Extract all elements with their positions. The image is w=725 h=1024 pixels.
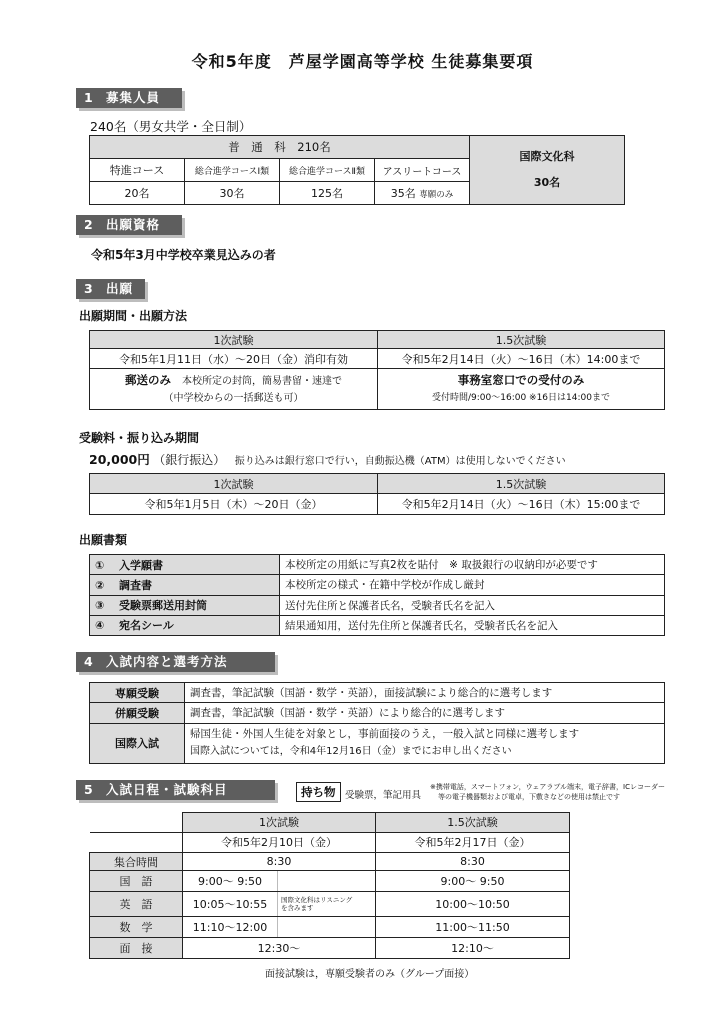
doc-desc: 送付先住所と保護者氏名，受験者氏名を記入 xyxy=(280,595,665,615)
section-title: 募集人員 xyxy=(106,90,161,105)
time-1: 8:30 xyxy=(183,852,376,871)
kokusai-header: 国際文化科 xyxy=(519,150,575,163)
selection-table xyxy=(89,682,665,764)
section-number: 5 xyxy=(84,782,94,797)
time-1: 9:00～ 9:50 xyxy=(183,871,278,892)
row-label: 集合時間 xyxy=(90,852,183,871)
time-2: 9:00～ 9:50 xyxy=(376,871,570,892)
bring-note-1: ※携帯電話，スマートフォン，ウェアラブル端末，電子辞書，ICレコーダー xyxy=(430,783,665,791)
col-header: 1次試験 xyxy=(90,474,378,494)
intl-desc-cell xyxy=(185,723,665,764)
futsu-header: 普 通 科 210名 xyxy=(90,136,470,159)
intl-desc-2: 国際入試については，令和4年12月16日（金）までにお申し出ください xyxy=(190,746,512,758)
col-header: 1次試験 xyxy=(90,331,378,349)
col-header: 1次試験 xyxy=(183,813,376,833)
method-2-main: 事務室窓口での受付のみ xyxy=(457,373,585,388)
doc-name: 調査書 xyxy=(119,578,152,592)
method-1-note2: （中学校からの一括郵送も可） xyxy=(163,392,304,404)
doc-name: 入学願書 xyxy=(119,558,163,572)
time-2: 11:00～11:50 xyxy=(376,917,570,938)
doc-name-cell xyxy=(90,595,280,615)
fee-period-2: 令和5年2月14日（火）～16日（木）15:00まで xyxy=(378,494,665,515)
corner-cell xyxy=(90,832,183,852)
course-name: 総合進学コースⅡ類 xyxy=(280,159,375,182)
course-name: アスリートコース xyxy=(375,159,470,182)
section-1-heading xyxy=(76,88,182,108)
fee-amount: 20,000円 xyxy=(89,452,150,467)
intl-desc-1: 帰国生徒・外国人生徒を対象とし，事前面接のうえ，一般入試と同様に選考します xyxy=(190,728,580,741)
doc-name: 受験票郵送用封筒 xyxy=(119,599,207,613)
method-1-main: 郵送のみ xyxy=(125,372,171,387)
exam-date-1: 令和5年2月10日（金） xyxy=(183,832,376,852)
documents-table xyxy=(89,554,665,636)
section-title: 入試内容と選考方法 xyxy=(106,654,228,669)
time-1-blank xyxy=(278,917,376,938)
footnote: 面接試験は，専願受験者のみ（グループ面接） xyxy=(265,969,475,980)
section-3-heading xyxy=(76,279,145,299)
doc-no: ② xyxy=(95,578,105,592)
doc-no: ① xyxy=(95,558,105,572)
selection-name: 国際入試 xyxy=(90,723,185,764)
row-label: 数 学 xyxy=(90,917,183,938)
bring-note-2: 等の電子機器類および電卓，下敷きなどの使用は禁止です xyxy=(438,793,620,801)
selection-desc: 調査書，筆記試験（国語・数学・英語）により総合的に選考します xyxy=(185,703,665,723)
period-heading: 出願期間・出願方法 xyxy=(79,309,188,323)
course-name: 総合進学コースⅠ類 xyxy=(185,159,280,182)
eligibility-text: 令和5年3月中学校卒業見込みの者 xyxy=(91,248,276,262)
period-table xyxy=(89,330,665,410)
row-label: 英 語 xyxy=(90,892,183,917)
selection-desc: 調査書，筆記試験（国語・数学・英語），面接試験により総合的に選考します xyxy=(185,683,665,703)
section-title: 出願資格 xyxy=(106,217,161,232)
docs-heading: 出願書類 xyxy=(79,533,128,547)
doc-name: 宛名シール xyxy=(119,619,174,633)
course-name: 特進コース xyxy=(90,159,185,182)
col-header: 1.5次試験 xyxy=(376,813,570,833)
schedule-table xyxy=(89,812,570,959)
course-count-cell xyxy=(375,182,470,205)
time-1: 11:10～12:00 xyxy=(183,917,278,938)
capacity-table xyxy=(89,135,625,205)
selection-name: 併願受験 xyxy=(90,703,185,723)
section-title: 入試日程・試験科目 xyxy=(106,782,228,797)
section-5-heading xyxy=(76,780,275,800)
corner-cell xyxy=(90,813,183,833)
col-header: 1.5次試験 xyxy=(378,474,665,494)
fee-line xyxy=(89,450,566,468)
bring-note xyxy=(430,782,665,802)
course-count: 125名 xyxy=(280,182,375,205)
section-number: 4 xyxy=(84,654,94,669)
section-number: 3 xyxy=(84,281,94,296)
doc-desc: 本校所定の用紙に写真2枚を貼付 ※ 取扱銀行の収納印が必要です xyxy=(280,555,665,575)
fee-table xyxy=(89,473,665,515)
section-4-heading xyxy=(76,652,275,672)
course-count: 30名 xyxy=(185,182,280,205)
fee-heading: 受験料・振り込み期間 xyxy=(79,431,200,445)
time-2: 8:30 xyxy=(376,852,570,871)
method-1-note: 本校所定の封筒，簡易書留・速達で xyxy=(182,375,342,387)
fee-period-1: 令和5年1月5日（木）～20日（金） xyxy=(90,494,378,515)
method-1 xyxy=(90,369,378,410)
doc-no: ④ xyxy=(95,619,105,633)
col-header: 1.5次試験 xyxy=(378,331,665,349)
total-capacity: 240名（男女共学・全日制） xyxy=(90,119,252,134)
time-2: 12:10～ xyxy=(376,938,570,959)
selection-name: 専願受験 xyxy=(90,683,185,703)
exam-date-2: 令和5年2月17日（金） xyxy=(376,832,570,852)
time-2: 10:00～10:50 xyxy=(376,892,570,917)
kokusai-count: 30名 xyxy=(533,176,561,189)
bring-label: 持ち物 xyxy=(296,782,341,802)
doc-desc: 本校所定の様式・在籍中学校が作成し厳封 xyxy=(280,575,665,595)
row-label: 国 語 xyxy=(90,871,183,892)
section-title: 出願 xyxy=(106,281,134,296)
fee-method: （銀行振込） xyxy=(153,453,226,467)
time-1: 12:30～ xyxy=(183,938,376,959)
method-2-note: 受付時間/9:00～16:00 ※16日は14:00まで xyxy=(432,393,610,404)
period-2: 令和5年2月14日（火）～16日（木）14:00まで xyxy=(378,349,665,369)
doc-name-cell xyxy=(90,555,280,575)
time-1-blank xyxy=(278,871,376,892)
doc-no: ③ xyxy=(95,599,105,613)
kokusai-cell xyxy=(470,136,625,205)
section-number: 2 xyxy=(84,217,94,232)
row-label: 面 接 xyxy=(90,938,183,959)
section-number: 1 xyxy=(84,90,94,105)
doc-name-cell xyxy=(90,575,280,595)
page-title: 令和5年度 芦屋学園高等学校 生徒募集要項 xyxy=(191,52,534,71)
method-2 xyxy=(378,369,665,410)
section-2-heading xyxy=(76,215,182,235)
course-count: 35名 xyxy=(390,187,416,200)
athlete-note: 専願のみ xyxy=(419,190,454,200)
fee-note: 振り込みは銀行窓口で行い，自動振込機（ATM）は使用しないでください xyxy=(234,456,566,467)
time-1: 10:05～10:55 xyxy=(183,892,278,917)
doc-name-cell xyxy=(90,615,280,635)
course-count: 20名 xyxy=(90,182,185,205)
listening-note: 国際文化科はリスニング を含みます xyxy=(278,892,376,917)
bring-items: 受験票，筆記用具 xyxy=(345,790,422,801)
doc-desc: 結果通知用，送付先住所と保護者氏名，受験者氏名を記入 xyxy=(280,615,665,635)
period-1: 令和5年1月11日（水）～20日（金）消印有効 xyxy=(90,349,378,369)
